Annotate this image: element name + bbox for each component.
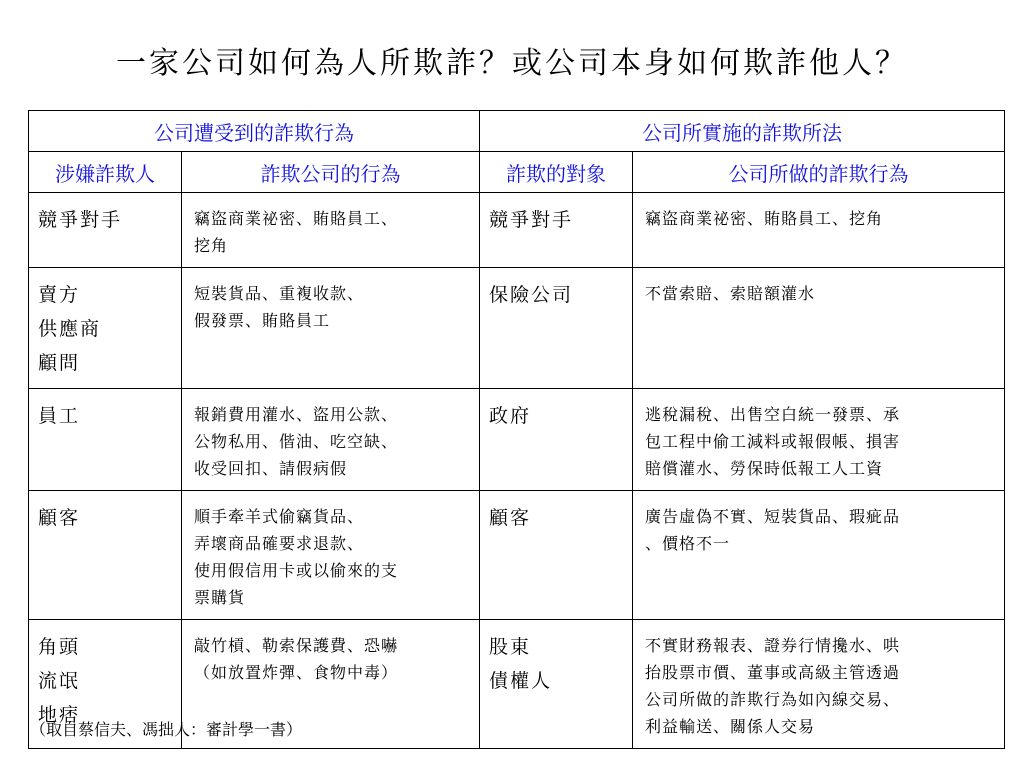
cell-line: 股東 bbox=[489, 636, 532, 658]
cell-line: 利益輸送、關係人交易 bbox=[645, 717, 816, 736]
target-cell bbox=[480, 620, 633, 749]
cell-line: 競爭對手 bbox=[38, 209, 123, 231]
cell-line: 敲竹槓、勒索保護費、恐嚇 bbox=[194, 636, 399, 655]
acts-by-cell bbox=[633, 491, 1005, 620]
group-header-row bbox=[29, 111, 1005, 152]
cell-line: 顧客 bbox=[38, 507, 81, 529]
table-row bbox=[29, 389, 1005, 491]
acts-by-cell bbox=[633, 268, 1005, 389]
column-header-target: 詐欺的對象 bbox=[480, 152, 633, 193]
cell-line: 、價格不一 bbox=[645, 534, 731, 553]
cell-line: 角頭 bbox=[38, 636, 81, 658]
table-row bbox=[29, 491, 1005, 620]
target-cell bbox=[480, 193, 633, 268]
table-row bbox=[29, 193, 1005, 268]
group-header-victim: 公司遭受到的詐欺行為 bbox=[29, 111, 480, 152]
cell-line: 收受回扣、請假病假 bbox=[194, 459, 348, 478]
fraud-comparison-table bbox=[28, 110, 1005, 749]
cell-line: 政府 bbox=[489, 405, 532, 427]
target-cell bbox=[480, 491, 633, 620]
table-row bbox=[29, 268, 1005, 389]
cell-line: 流氓 bbox=[38, 670, 81, 692]
acts-against-cell bbox=[182, 268, 480, 389]
suspect-cell bbox=[29, 268, 182, 389]
suspect-cell bbox=[29, 193, 182, 268]
cell-line: 使用假信用卡或以偷來的支 bbox=[194, 561, 399, 580]
cell-line: 短裝貨品、重複收款、 bbox=[194, 284, 365, 303]
cell-line: （如放置炸彈、食物中毒） bbox=[194, 663, 399, 682]
acts-by-cell bbox=[633, 193, 1005, 268]
target-cell bbox=[480, 389, 633, 491]
cell-line: 廣告虛偽不實、短裝貨品、瑕疵品 bbox=[645, 507, 901, 526]
cell-line: 員工 bbox=[38, 405, 81, 427]
cell-line: 不當索賠、索賠額灌水 bbox=[645, 284, 816, 303]
cell-line: 順手牽羊式偷竊貨品、 bbox=[194, 507, 365, 526]
cell-line: 包工程中偷工減料或報假帳、損害 bbox=[645, 432, 901, 451]
cell-line: 公司所做的詐欺行為如內線交易、 bbox=[645, 690, 901, 709]
cell-line: 顧客 bbox=[489, 507, 532, 529]
cell-line: 競爭對手 bbox=[489, 209, 574, 231]
acts-by-cell bbox=[633, 620, 1005, 749]
suspect-cell bbox=[29, 491, 182, 620]
column-header-row bbox=[29, 152, 1005, 193]
cell-line: 保險公司 bbox=[489, 284, 574, 306]
column-header-acts-by: 公司所做的詐欺行為 bbox=[633, 152, 1005, 193]
cell-line: 竊盜商業祕密、賄賂員工、挖角 bbox=[645, 209, 884, 228]
source-note: （取自蔡信夫、馮拙人：審計學一書） bbox=[30, 720, 303, 739]
cell-line: 弄壞商品確要求退款、 bbox=[194, 534, 365, 553]
cell-line: 不實財務報表、證券行情攙水、哄 bbox=[645, 636, 901, 655]
cell-line: 債權人 bbox=[489, 670, 553, 692]
cell-line: 供應商 bbox=[38, 318, 102, 340]
column-header-acts-against: 詐欺公司的行為 bbox=[182, 152, 480, 193]
suspect-cell bbox=[29, 389, 182, 491]
cell-line: 假發票、賄賂員工 bbox=[194, 311, 331, 330]
slide-title: 一家公司如何為人所欺詐？或公司本身如何欺詐他人？ bbox=[116, 46, 908, 81]
group-header-perpetrator: 公司所實施的詐欺所法 bbox=[480, 111, 1005, 152]
cell-line: 顧問 bbox=[38, 352, 81, 374]
cell-line: 公物私用、偕油、吃空缺、 bbox=[194, 432, 399, 451]
cell-line: 竊盜商業祕密、賄賂員工、 bbox=[194, 209, 399, 228]
target-cell bbox=[480, 268, 633, 389]
column-header-suspect: 涉嫌詐欺人 bbox=[29, 152, 182, 193]
cell-line: 賠償灌水、勞保時低報工人工資 bbox=[645, 459, 884, 478]
acts-against-cell bbox=[182, 193, 480, 268]
cell-line: 賣方 bbox=[38, 284, 81, 306]
cell-line: 挖角 bbox=[194, 236, 229, 255]
acts-against-cell bbox=[182, 389, 480, 491]
cell-line: 抬股票市價、董事或高級主管透過 bbox=[645, 663, 901, 682]
acts-by-cell bbox=[633, 389, 1005, 491]
cell-line: 票購貨 bbox=[194, 588, 246, 607]
cell-line: 逃稅漏稅、出售空白統一發票、承 bbox=[645, 405, 901, 424]
acts-against-cell bbox=[182, 491, 480, 620]
cell-line: 地痞 bbox=[38, 704, 81, 726]
cell-line: 報銷費用灌水、盜用公款、 bbox=[194, 405, 399, 424]
